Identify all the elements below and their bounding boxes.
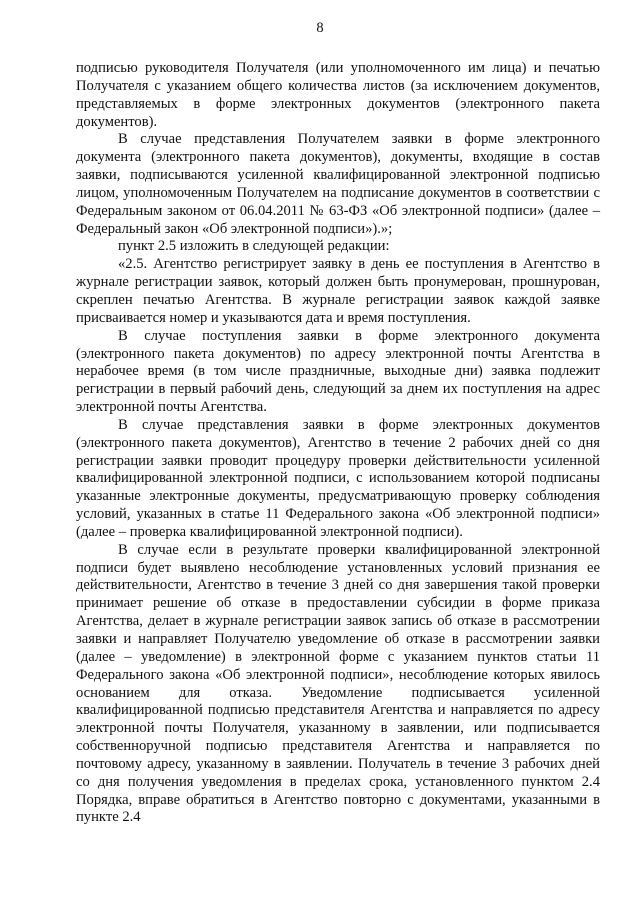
paragraph: В случае представления Получателем заявки в форме электронного документа (электронного пакета документов), документы, входящие в состав заявки, подписываются усиленной квалифицированной электронной подписью лицом, уполномоченным Получателем на подписание документов в соответствии с Федеральным законом от 06.04.2011 № 63-ФЗ «Об электронной подписи» (далее – Федеральный закон «Об электронной подписи»).»; <box>76 131 600 237</box>
document-body <box>76 60 600 827</box>
paragraph: В случае представления заявки в форме электронных документов (электронного пакета документов), Агентство в течение 2 рабочих дней со дня регистрации заявки проводит процедуру проверки действительности усиленной квалифицированной электронной подписи, с использованием которой подписаны указанные электронные документы, предусматривающую проверку соблюдения условий, указанных в статье 11 Федерального закона «Об электронной подписи» (далее – проверка квалифицированной электронной подписи). <box>76 416 600 540</box>
paragraph: «2.5. Агентство регистрирует заявку в день ее поступления в Агентство в журнале регистрации заявок, который должен быть пронумерован, прошнурован, скреплен печатью Агентства. В журнале регистрации заявок каждой заявке присваивается номер и указываются дата и время поступления. <box>76 256 600 326</box>
paragraph: В случае если в результате проверки квалифицированной электронной подписи будет выявлено несоблюдение установленных условий признания ее действительности, Агентство в течение 3 дней со дня завершения такой проверки принимает решение об отказе в предоставлении субсидии в форме приказа Агентства, делает в журнале регистрации заявок запись об отказе в рассмотрении заявки и направляет Получателю уведомление об отказе в рассмотрении заявки (далее – уведомление) в электронной форме с указанием пунктов статьи 11 Федерального закона «Об электронной подписи», несоблюдение которых явилось основанием для отказа. Уведомление подписывается усиленной квалифицированной подписью представителя Агентства и направляется по адресу электронной почты Получателя, указанному в заявлении, или подписывается собственноручной подписью представителя Агентства и направляется по почтовому адресу, указанному в заявлении. Получатель в течение 3 рабочих дней со дня получения уведомления в пределах срока, установленного пунктом 2.4 Порядка, вправе обратиться в Агентство повторно с документами, указанными в пункте 2.4 <box>76 541 600 826</box>
paragraph: пункт 2.5 изложить в следующей редакции: <box>118 238 390 255</box>
paragraph: подписью руководителя Получателя (или уполномоченного им лица) и печатью Получателя с указанием общего количества листов (за исключением документов, представляемых в форме электронных документов (электронного пакета документов). <box>76 60 600 130</box>
page-number: 8 <box>316 20 324 36</box>
paragraph: В случае поступления заявки в форме электронного документа (электронного пакета документов) по адресу электронной почты Агентства в нерабочее время (в том числе праздничные, выходные дни) заявка подлежит регистрации в первый рабочий день, следующий за днем их поступления на адрес электронной почты Агентства. <box>76 327 600 416</box>
